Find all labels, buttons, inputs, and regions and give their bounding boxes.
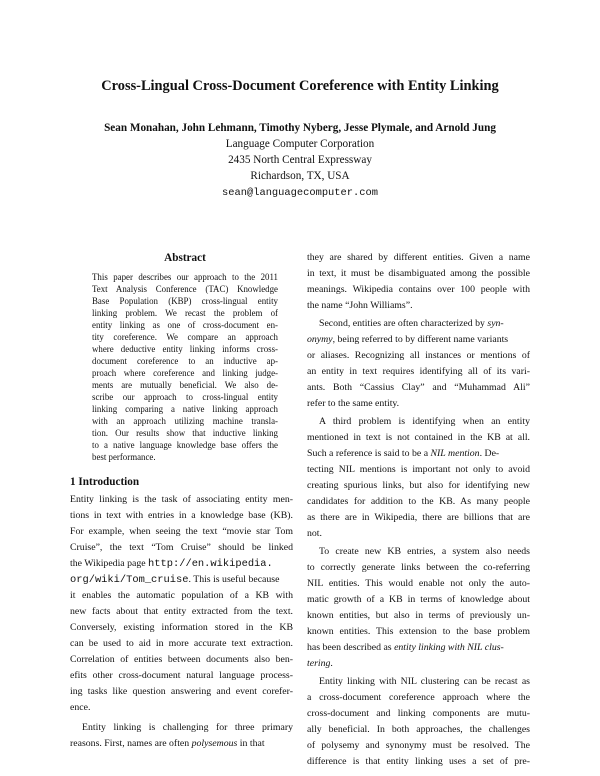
body-line: an entity in text requires identifying all of its vari- bbox=[307, 366, 530, 377]
body-text: Such a reference is said to be a bbox=[307, 448, 431, 459]
body-line: For example, when seeing the text “movie star Tom bbox=[70, 526, 293, 537]
body-emphasis: onymy bbox=[307, 334, 333, 345]
body-emphasis: entity linking with NIL clus- bbox=[394, 642, 504, 653]
body-line: known entities, but also in terms of previously un- bbox=[307, 610, 530, 621]
affiliation-city: Richardson, TX, USA bbox=[250, 170, 350, 182]
body-line bbox=[70, 558, 273, 570]
body-line: Entity linking with NIL clustering can be recast as bbox=[319, 676, 530, 687]
section-heading-introduction: 1 Introduction bbox=[70, 476, 140, 488]
body-line: creating spurious links, but also for identifying new bbox=[307, 480, 530, 491]
body-line: NIL entities. This would enable not only the auto- bbox=[307, 578, 530, 589]
body-line: known entities. This extension to the base problem bbox=[307, 626, 530, 637]
author-email[interactable]: sean@languagecomputer.com bbox=[222, 187, 378, 199]
body-text: in that bbox=[237, 738, 265, 749]
author-list: Sean Monahan, John Lehmann, Timothy Nyberg, Jesse Plymale, and Arnold Jung bbox=[104, 122, 496, 134]
body-line: cross-document and linking components are mutu- bbox=[307, 708, 530, 719]
abstract-line: best performance. bbox=[92, 452, 156, 462]
body-line: a cross-document coreference approach where the bbox=[307, 692, 530, 703]
body-line bbox=[319, 318, 504, 329]
abstract-line: Base Population (KBP) cross-lingual entity bbox=[92, 296, 278, 306]
body-line: Cruise”, the text “Tom Cruise” should be linked bbox=[70, 542, 293, 553]
body-line bbox=[307, 334, 508, 345]
body-line: to correctly generate links between the co-referring bbox=[307, 562, 530, 573]
body-line bbox=[70, 738, 265, 749]
body-line bbox=[307, 448, 499, 459]
abstract-line: document coreference to an inductive ap- bbox=[92, 356, 278, 366]
body-line: as there are in Wikipedia, there are billions that are bbox=[307, 512, 530, 523]
body-text: , being referred to by different name variants bbox=[332, 334, 509, 345]
body-text: . bbox=[330, 658, 333, 669]
body-line: Entity linking is challenging for three primary bbox=[82, 722, 293, 733]
affiliation-organization: Language Computer Corporation bbox=[225, 138, 375, 150]
body-line: not. bbox=[307, 528, 322, 539]
abstract-line: where deductive entity linking informs cross- bbox=[92, 344, 278, 354]
body-emphasis: tering bbox=[307, 658, 331, 669]
abstract-heading: Abstract bbox=[164, 252, 206, 264]
body-line: in text, it must be disambiguated among the possible bbox=[307, 268, 530, 279]
body-line: To create new KB entries, a system also needs bbox=[319, 546, 530, 557]
affiliation-street: 2435 North Central Expressway bbox=[228, 154, 372, 166]
body-text: Second, entities are often characterized by bbox=[319, 318, 488, 329]
abstract-line: Text Analysis Conference (TAC) Knowledge bbox=[92, 284, 278, 294]
body-line: tions in text with entries in a knowledge base (KB). bbox=[70, 510, 293, 521]
abstract-line: scribe our approach to cross-lingual entity bbox=[92, 392, 278, 402]
abstract-line: linking problem. We recast the problem of bbox=[92, 308, 278, 318]
body-line: matic growth of a KB in terms of knowledge about bbox=[307, 594, 530, 605]
body-text: . De- bbox=[479, 448, 500, 459]
body-line: mentioned in text is not contained in the KB at all. bbox=[307, 432, 530, 443]
body-line: Entity linking is the task of associating entity men- bbox=[70, 494, 293, 505]
body-line bbox=[307, 658, 333, 669]
body-line bbox=[70, 574, 279, 586]
body-line bbox=[307, 642, 504, 653]
wikipedia-url-part1[interactable]: http://en.wikipedia. bbox=[148, 558, 273, 570]
body-line: the name “John Williams”. bbox=[307, 300, 413, 311]
abstract-line: This paper describes our approach to the 2011 bbox=[92, 272, 278, 282]
body-text: has been described as bbox=[307, 642, 395, 653]
abstract-line: with an approach utilizing machine transla- bbox=[92, 416, 278, 426]
body-line: or aliases. Recognizing all instances or mentions of bbox=[307, 350, 530, 361]
body-text: reasons. First, names are often bbox=[70, 738, 192, 749]
body-line: new facts about that entity extracted from the text. bbox=[70, 606, 293, 617]
abstract-line: tity coreference. We compare an approach bbox=[92, 332, 278, 342]
body-line: Conversely, existing information stored in the KB bbox=[70, 622, 293, 633]
abstract-line: tion. Our results show that inductive linking bbox=[92, 428, 278, 438]
body-line: ally beneficial. In both approaches, the challenges bbox=[307, 724, 530, 735]
abstract-line: proach where coreference and linking judge- bbox=[92, 368, 278, 378]
affiliation-email-row bbox=[0, 186, 600, 199]
body-line: Correlation of entities between documents also ben- bbox=[70, 654, 293, 665]
body-line: they are shared by different entities. Given a name bbox=[307, 252, 530, 263]
body-line: efits other cross-document natural language process- bbox=[70, 670, 293, 681]
wikipedia-url-part2[interactable]: org/wiki/Tom_cruise bbox=[70, 574, 189, 586]
body-emphasis: syn- bbox=[487, 318, 504, 329]
body-line: meanings. Wikipedia contains over 100 people with bbox=[307, 284, 530, 295]
body-text: . This is useful because bbox=[188, 574, 280, 585]
body-emphasis: NIL mention bbox=[430, 448, 480, 459]
abstract-line: ments are mutually beneficial. We also de- bbox=[92, 380, 278, 390]
body-line: ants. Both “Cassius Clay” and “Muhammad Ali” bbox=[307, 382, 530, 393]
body-line: of polysemy and synonymy must be resolved. The bbox=[307, 740, 530, 751]
abstract-line: entity linking as one of cross-document en- bbox=[92, 320, 278, 330]
body-line: can be used to aid in more accurate text extraction. bbox=[70, 638, 293, 649]
body-line: ing tasks like question answering and event corefer- bbox=[70, 686, 293, 697]
abstract-line: to a native language knowledge base offers the bbox=[92, 440, 278, 450]
body-line: A third problem is identifying when an entity bbox=[319, 416, 530, 427]
body-emphasis: polysemous bbox=[191, 738, 238, 749]
body-text: the Wikipedia page bbox=[70, 558, 149, 569]
paper-title: Cross-Lingual Cross-Document Coreference with Entity Linking bbox=[101, 78, 499, 94]
abstract-line: linking comparing a native linking approach bbox=[92, 404, 278, 414]
body-line: refer to the same entity. bbox=[307, 398, 400, 409]
body-line: ence. bbox=[70, 702, 91, 713]
body-line: difference is that entity linking uses a set of pre- bbox=[307, 756, 530, 767]
body-line: candidates for addition to the KB. As many people bbox=[307, 496, 530, 507]
body-line: tecting NIL mentions is important not only to avoid bbox=[307, 464, 530, 475]
body-line: it enables the automatic population of a KB with bbox=[70, 590, 293, 601]
